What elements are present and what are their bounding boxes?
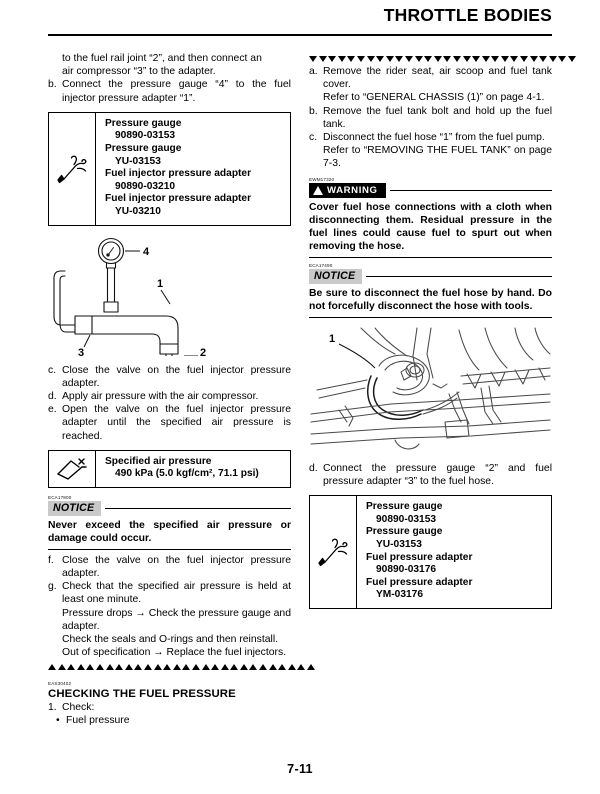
- tool-line: Pressure gauge: [366, 501, 443, 513]
- notice-header-left: [48, 501, 291, 516]
- step-c-text: Close the valve on the fuel injector pressure adapter.: [62, 364, 291, 389]
- step-e-text: Open the valve on the fuel injector pressure adapter until the specified air pressure is reached.: [62, 404, 291, 442]
- section-bullet-marker: •: [56, 715, 60, 727]
- section-start-triangle-band: [309, 56, 552, 62]
- pressure-gauge-assembly-diagram: [48, 234, 291, 356]
- tool-line: Pressure gauge: [366, 526, 443, 538]
- special-tool-list-left: [96, 113, 290, 225]
- spec-measure-icon: [49, 451, 96, 487]
- section-code: EAS30402: [48, 680, 72, 686]
- notice-rule-left: [105, 508, 291, 509]
- section-step-1-marker: 1.: [48, 702, 57, 713]
- specification-box: [48, 450, 291, 488]
- tool-line: 90890-03210: [115, 180, 176, 192]
- continuation-line-2: air compressor “3” to the adapter.: [62, 66, 216, 78]
- figure-callout-3: 3: [78, 346, 85, 356]
- tool-line: Pressure gauge: [105, 117, 182, 129]
- notice-bottom-rule-left: [48, 549, 291, 550]
- step-d: [48, 390, 291, 403]
- tool-line: 90890-03153: [115, 130, 176, 142]
- page-footer: [0, 762, 600, 776]
- right-step-a: [309, 65, 552, 91]
- header-divider: [48, 34, 552, 36]
- right-step-a-marker: a.: [309, 66, 318, 77]
- warning-code: EWM17320: [309, 176, 335, 182]
- step-g: [48, 580, 291, 606]
- step-c: [48, 364, 291, 390]
- right-column: [309, 52, 552, 727]
- notice-bottom-rule-right: [309, 317, 552, 318]
- step-g-marker: g.: [48, 581, 57, 593]
- step-d-marker: d.: [48, 390, 57, 402]
- warning-text: Cover fuel hose connections with a cloth when disconnecting them. Residual pressure in the fuel lines could cause fuel to spurt out when removing the hose.: [309, 201, 552, 253]
- notice-rule-right: [366, 276, 552, 277]
- right-step-a-text: Remove the rider seat, air scoop and fuel tank cover.: [323, 66, 552, 91]
- notice-code-left: ECA17800: [48, 494, 72, 500]
- step-g-sub-1: Pressure drops → Check the pressure gauge and adapter.: [62, 607, 291, 632]
- warning-rule: [390, 190, 552, 191]
- right-step-d: [309, 462, 552, 488]
- two-column-body: [48, 52, 552, 727]
- right-step-c-sub: Refer to “REMOVING THE FUEL TANK” on page 7-3.: [323, 145, 552, 170]
- figure-callout-2: 2: [200, 346, 207, 356]
- tool-line: Fuel pressure adapter: [366, 551, 473, 563]
- step-g-sub-3: Out of specification → Replace the fuel injectors.: [62, 647, 287, 659]
- warning-bottom-rule: [309, 257, 552, 258]
- tool-line: Fuel injector pressure adapter: [105, 193, 252, 205]
- step-b-marker: b.: [48, 79, 57, 91]
- notice-text-right: Be sure to disconnect the fuel hose by hand. Do not forcefully disconnect the hose with tools.: [309, 287, 552, 313]
- right-step-a-sub: Refer to “GENERAL CHASSIS (1)” on page 4-1.: [323, 92, 545, 104]
- fuel-hose-illustration: [309, 326, 552, 454]
- notice-header-right: [309, 269, 552, 284]
- section-heading: CHECKING THE FUEL PRESSURE: [48, 688, 236, 700]
- warning-triangle-icon: [313, 186, 323, 195]
- special-tool-box-right: [309, 495, 552, 609]
- step-b-text: Connect the pressure gauge “4” to the fuel injector pressure adapter “1”.: [62, 79, 291, 104]
- notice-tag-left: NOTICE: [48, 501, 101, 516]
- section-bullet-1: [56, 714, 291, 727]
- step-c-marker: c.: [48, 364, 57, 376]
- notice-block-right: [309, 263, 552, 318]
- right-step-b-text: Remove the fuel tank bolt and hold up the fuel tank.: [323, 105, 552, 130]
- tool-line: Fuel pressure adapter: [366, 576, 473, 588]
- right-step-b: [309, 105, 552, 131]
- step-g-sub-2: Check the seals and O-rings and then reinstall.: [62, 634, 279, 646]
- tool-line: YU-03153: [376, 539, 422, 551]
- special-tool-box-left: [48, 112, 291, 226]
- figure-callout-1: 1: [157, 277, 164, 290]
- left-column: [48, 52, 291, 727]
- page-number: 7-11: [287, 762, 313, 776]
- tool-line: YU-03153: [115, 155, 161, 167]
- warning-tag: [309, 183, 386, 198]
- section-step-1: [48, 701, 291, 714]
- page-title: THROTTLE BODIES: [383, 5, 552, 25]
- checking-fuel-pressure-section: [48, 681, 291, 728]
- spec-line: 490 kPa (5.0 kgf/cm², 71.1 psi): [115, 468, 259, 480]
- step-e: [48, 403, 291, 443]
- step-f: [48, 554, 291, 580]
- right-step-d-text: Connect the pressure gauge “2” and fuel pressure adapter “3” to the fuel hose.: [323, 462, 552, 488]
- notice-code-right: ECA17490: [309, 262, 333, 268]
- page-header: [48, 6, 552, 36]
- section-step-1-text: Check:: [62, 702, 95, 713]
- section-end-triangle-band: [48, 664, 291, 670]
- right-step-c-marker: c.: [309, 132, 318, 144]
- tool-line: 90890-03153: [376, 513, 437, 525]
- step-e-marker: e.: [48, 404, 57, 416]
- specification-list: [96, 451, 290, 487]
- tool-line: Pressure gauge: [105, 143, 182, 154]
- tool-icon: [49, 113, 96, 225]
- warning-tag-label: WARNING: [327, 184, 378, 196]
- step-d-text: Apply air pressure with the air compressor.: [62, 390, 259, 402]
- warning-block: [309, 177, 552, 258]
- step-b: [48, 78, 291, 104]
- figure-callout-1-right: 1: [329, 332, 336, 345]
- step-g-text: Check that the specified air pressure is held at least one minute.: [62, 581, 291, 606]
- warning-header: [309, 183, 552, 198]
- notice-block-left: [48, 495, 291, 550]
- notice-tag-right: NOTICE: [309, 269, 362, 284]
- section-bullet-text: Fuel pressure: [66, 715, 130, 727]
- tool-line: Fuel injector pressure adapter: [105, 168, 252, 180]
- right-step-b-marker: b.: [309, 105, 318, 117]
- tool-line: YU-03210: [115, 205, 161, 217]
- tool-line: YM-03176: [376, 589, 424, 601]
- continuation-line-1: to the fuel rail joint “2”, and then connect an: [62, 53, 262, 64]
- tool-line: 90890-03176: [376, 564, 437, 576]
- right-step-c: [309, 131, 552, 144]
- spec-line: Specified air pressure: [105, 455, 212, 467]
- right-step-c-text: Disconnect the fuel hose “1” from the fuel pump.: [323, 132, 545, 144]
- figure-callout-4: 4: [143, 245, 150, 258]
- tool-icon: [310, 496, 357, 608]
- right-step-d-marker: d.: [309, 462, 318, 474]
- step-f-text: Close the valve on the fuel injector pressure adapter.: [62, 554, 291, 580]
- step-f-marker: f.: [48, 554, 54, 566]
- notice-text-left: Never exceed the specified air pressure or damage could occur.: [48, 519, 291, 545]
- special-tool-list-right: [357, 496, 551, 608]
